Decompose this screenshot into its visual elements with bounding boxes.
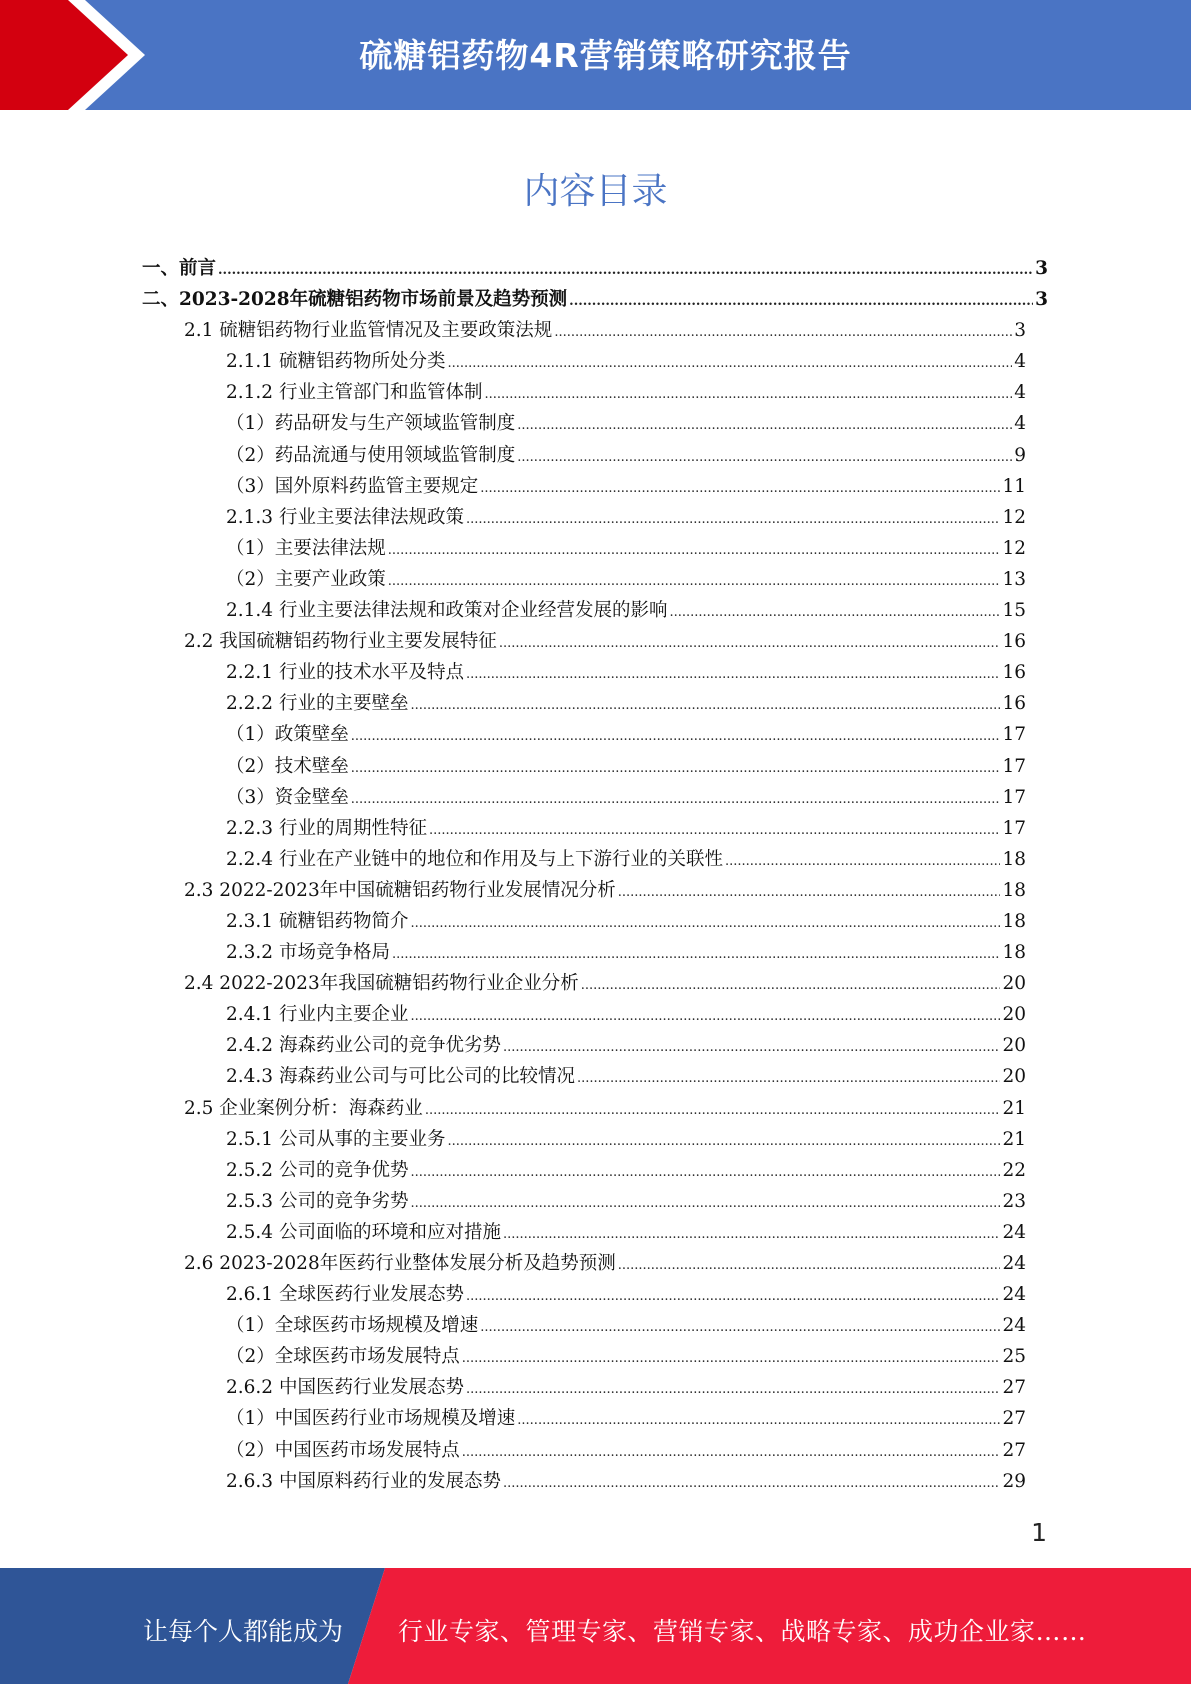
toc-dot-leader — [447, 356, 1012, 371]
footer-slogan-right: 行业专家、管理专家、营销专家、战略专家、成功企业家…… — [398, 1617, 1087, 1646]
toc-entry-page: 21 — [1002, 1128, 1026, 1150]
toc-entry[interactable] — [142, 503, 1026, 534]
toc-dot-leader — [351, 761, 1001, 776]
toc-dot-leader — [618, 885, 1001, 900]
toc-entry-label: （2）主要产业政策 — [226, 568, 386, 590]
toc-entry-page: 20 — [1002, 1035, 1026, 1057]
toc-entry-page: 15 — [1002, 600, 1026, 622]
toc-entry[interactable] — [142, 689, 1026, 720]
toc-entry-page: 12 — [1002, 537, 1026, 559]
toc-entry[interactable] — [142, 1467, 1026, 1498]
toc-entry-page: 24 — [1002, 1284, 1026, 1306]
toc-entry-page: 11 — [1002, 475, 1026, 497]
toc-entry-page: 24 — [1002, 1221, 1026, 1243]
toc-entry-label: 2.2 我国硫糖铝药物行业主要发展特征 — [184, 631, 497, 653]
toc-entry-label: 2.4.3 海森药业公司与可比公司的比较情况 — [226, 1066, 575, 1088]
toc-entry-label: 2.5.2 公司的竞争优势 — [226, 1159, 409, 1181]
toc-dot-leader — [429, 823, 1000, 838]
toc-heading: 内容目录 — [523, 171, 668, 212]
toc-entry[interactable] — [142, 254, 1048, 285]
toc-entry[interactable] — [142, 347, 1026, 378]
toc-entry-label: （1）全球医药市场规模及增速 — [226, 1315, 479, 1337]
toc-entry-label: 2.4.1 行业内主要企业 — [226, 1004, 409, 1026]
toc-entry-page: 3 — [1035, 289, 1048, 311]
toc-entry[interactable] — [142, 1249, 1026, 1280]
toc-entry-page: 16 — [1002, 693, 1026, 715]
table-of-contents — [142, 254, 1048, 1498]
toc-entry-label: 2.2.4 行业在产业链中的地位和作用及与上下游行业的关联性 — [226, 848, 723, 870]
toc-dot-leader — [466, 1289, 1000, 1304]
toc-dot-leader — [388, 574, 1001, 589]
toc-entry-label: 2.4 2022-2023年我国硫糖铝药物行业企业分析 — [184, 973, 579, 995]
toc-entry-label: 2.2.3 行业的周期性特征 — [226, 817, 427, 839]
report-header — [0, 0, 1191, 110]
toc-entry[interactable] — [142, 1062, 1026, 1093]
toc-entry[interactable] — [142, 814, 1026, 845]
toc-entry-page: 3 — [1014, 320, 1026, 342]
toc-dot-leader — [462, 1445, 1001, 1460]
toc-entry-page: 25 — [1002, 1346, 1026, 1368]
toc-entry[interactable] — [142, 907, 1026, 938]
toc-entry-page: 17 — [1002, 786, 1026, 808]
toc-dot-leader — [425, 1103, 1001, 1118]
toc-entry-label: 2.2.1 行业的技术水平及特点 — [226, 662, 464, 684]
toc-entry[interactable] — [142, 1436, 1026, 1467]
toc-entry[interactable] — [142, 441, 1026, 472]
toc-entry-page: 29 — [1002, 1470, 1026, 1492]
toc-entry-label: 2.1.3 行业主要法律法规政策 — [226, 506, 464, 528]
toc-entry-page: 24 — [1002, 1253, 1026, 1274]
toc-entry[interactable] — [142, 845, 1026, 876]
toc-entry[interactable] — [142, 534, 1026, 565]
report-title: 硫糖铝药物4R营销策略研究报告 — [359, 36, 852, 75]
toc-dot-leader — [618, 1258, 1001, 1273]
toc-dot-leader — [480, 1320, 1000, 1335]
toc-dot-leader — [351, 792, 1001, 807]
toc-entry[interactable] — [142, 596, 1026, 627]
toc-entry-label: 2.3.2 市场竞争格局 — [226, 942, 390, 964]
toc-entry[interactable] — [142, 316, 1026, 347]
toc-dot-leader — [484, 387, 1012, 402]
toc-entry[interactable] — [142, 1404, 1026, 1435]
footer-banner — [0, 1568, 1191, 1684]
toc-dot-leader — [410, 1196, 1000, 1211]
toc-entry-page: 4 — [1014, 413, 1026, 435]
toc-dot-leader — [218, 263, 1033, 278]
toc-entry[interactable] — [142, 378, 1026, 409]
toc-entry-label: 二、2023-2028年硫糖铝药物市场前景及趋势预测 — [142, 289, 568, 311]
toc-entry-label: 一、前言 — [142, 258, 217, 279]
toc-entry-page: 4 — [1014, 351, 1026, 373]
toc-entry-page: 27 — [1002, 1408, 1026, 1430]
toc-entry-label: （2）药品流通与使用领域监管制度 — [226, 444, 516, 466]
toc-entry[interactable] — [142, 969, 1026, 1000]
toc-dot-leader — [725, 854, 1000, 869]
toc-dot-leader — [462, 1351, 1001, 1366]
toc-entry-page: 20 — [1002, 973, 1026, 995]
toc-entry-label: 2.6 2023-2028年医药行业整体发展分析及趋势预测 — [184, 1253, 616, 1274]
toc-dot-leader — [410, 1165, 1000, 1180]
toc-entry-page: 27 — [1002, 1377, 1026, 1399]
toc-entry[interactable] — [142, 752, 1026, 783]
toc-dot-leader — [410, 698, 1000, 713]
toc-entry[interactable] — [142, 876, 1026, 907]
toc-entry[interactable] — [142, 720, 1026, 751]
toc-dot-leader — [517, 1413, 1000, 1428]
toc-entry[interactable] — [142, 783, 1026, 814]
toc-entry-label: 2.5.4 公司面临的环境和应对措施 — [226, 1221, 501, 1243]
toc-entry[interactable] — [142, 1094, 1026, 1125]
toc-dot-leader — [503, 1227, 1000, 1242]
toc-entry[interactable] — [142, 1156, 1026, 1187]
toc-entry[interactable] — [142, 409, 1026, 440]
toc-dot-leader — [569, 294, 1033, 309]
toc-entry[interactable] — [142, 1311, 1026, 1342]
toc-dot-leader — [466, 1382, 1000, 1397]
toc-dot-leader — [351, 729, 1001, 744]
toc-entry-label: （1）药品研发与生产领域监管制度 — [226, 413, 516, 435]
toc-entry-page: 20 — [1002, 1004, 1026, 1026]
toc-entry-label: （1）主要法律法规 — [226, 537, 386, 559]
footer-slogan-left: 让每个人都能成为 — [143, 1617, 344, 1646]
toc-entry-page: 9 — [1014, 444, 1026, 466]
toc-entry-page: 20 — [1002, 1066, 1026, 1088]
toc-dot-leader — [392, 947, 1000, 962]
toc-dot-leader — [517, 418, 1012, 433]
toc-entry-label: 2.6.2 中国医药行业发展态势 — [226, 1377, 464, 1399]
toc-dot-leader — [503, 1040, 1000, 1055]
toc-entry-page: 27 — [1002, 1439, 1026, 1461]
toc-entry-label: 2.3 2022-2023年中国硫糖铝药物行业发展情况分析 — [184, 879, 616, 901]
toc-entry-page: 24 — [1002, 1315, 1026, 1337]
toc-dot-leader — [503, 1476, 1000, 1491]
toc-dot-leader — [577, 1071, 1000, 1086]
toc-entry-page: 22 — [1002, 1159, 1026, 1181]
toc-entry-page: 18 — [1002, 942, 1026, 964]
toc-entry-label: （3）国外原料药监管主要规定 — [226, 475, 479, 497]
toc-entry-page: 17 — [1002, 755, 1026, 777]
toc-dot-leader — [480, 481, 1000, 496]
toc-entry-label: （1）政策壁垒 — [226, 724, 349, 746]
page-number: 1 — [1031, 1518, 1047, 1547]
toc-dot-leader — [447, 1134, 1000, 1149]
toc-entry[interactable] — [142, 627, 1026, 658]
toc-entry-label: 2.6.1 全球医药行业发展态势 — [226, 1284, 464, 1306]
toc-entry-label: 2.1 硫糖铝药物行业监管情况及主要政策法规 — [184, 320, 553, 342]
toc-entry-page: 16 — [1002, 662, 1026, 684]
toc-entry-page: 21 — [1002, 1097, 1026, 1119]
toc-entry-label: （2）中国医药市场发展特点 — [226, 1439, 460, 1461]
toc-dot-leader — [388, 543, 1001, 558]
toc-entry-label: 2.5 企业案例分析：海森药业 — [184, 1097, 423, 1119]
toc-entry-page: 13 — [1002, 568, 1026, 590]
toc-dot-leader — [554, 325, 1012, 340]
toc-entry[interactable] — [142, 1187, 1026, 1218]
toc-entry-label: 2.3.1 硫糖铝药物简介 — [226, 910, 409, 932]
toc-dot-leader — [669, 605, 1000, 620]
toc-entry-label: （3）资金壁垒 — [226, 786, 349, 808]
toc-entry-page: 23 — [1002, 1190, 1026, 1212]
toc-entry-page: 3 — [1035, 258, 1048, 279]
toc-dot-leader — [499, 636, 1001, 651]
toc-entry-page: 4 — [1014, 382, 1026, 404]
toc-entry-page: 17 — [1002, 724, 1026, 746]
toc-entry[interactable] — [142, 285, 1048, 316]
toc-entry-label: 2.1.1 硫糖铝药物所处分类 — [226, 351, 446, 373]
toc-dot-leader — [581, 978, 1001, 993]
toc-entry[interactable] — [142, 565, 1026, 596]
toc-entry-label: 2.6.3 中国原料药行业的发展态势 — [226, 1470, 501, 1492]
toc-entry-label: 2.1.2 行业主管部门和监管体制 — [226, 382, 483, 404]
toc-entry[interactable] — [142, 1218, 1026, 1249]
toc-entry[interactable] — [142, 1000, 1026, 1031]
toc-entry-page: 18 — [1002, 910, 1026, 932]
toc-entry[interactable] — [142, 1342, 1026, 1373]
toc-entry-label: 2.5.1 公司从事的主要业务 — [226, 1128, 446, 1150]
toc-entry-label: 2.4.2 海森药业公司的竞争优劣势 — [226, 1035, 501, 1057]
toc-entry[interactable] — [142, 938, 1026, 969]
toc-dot-leader — [466, 667, 1000, 682]
toc-entry-page: 16 — [1002, 631, 1026, 653]
toc-entry[interactable] — [142, 1280, 1026, 1311]
toc-entry-label: （2）技术壁垒 — [226, 755, 349, 777]
toc-entry[interactable] — [142, 1373, 1026, 1404]
toc-entry[interactable] — [142, 472, 1026, 503]
toc-entry-label: 2.5.3 公司的竞争劣势 — [226, 1190, 409, 1212]
toc-dot-leader — [466, 512, 1000, 527]
toc-entry[interactable] — [142, 658, 1026, 689]
toc-entry-page: 17 — [1002, 817, 1026, 839]
toc-entry-label: 2.2.2 行业的主要壁垒 — [226, 693, 409, 715]
toc-entry[interactable] — [142, 1125, 1026, 1156]
toc-dot-leader — [410, 916, 1000, 931]
toc-entry-label: （1）中国医药行业市场规模及增速 — [226, 1408, 516, 1430]
toc-entry-page: 12 — [1002, 506, 1026, 528]
toc-entry-label: （2）全球医药市场发展特点 — [226, 1346, 460, 1368]
toc-dot-leader — [517, 450, 1012, 465]
toc-entry-page: 18 — [1002, 879, 1026, 901]
toc-entry-page: 18 — [1002, 848, 1026, 870]
toc-entry[interactable] — [142, 1031, 1026, 1062]
toc-dot-leader — [410, 1009, 1000, 1024]
toc-entry-label: 2.1.4 行业主要法律法规和政策对企业经营发展的影响 — [226, 600, 668, 622]
